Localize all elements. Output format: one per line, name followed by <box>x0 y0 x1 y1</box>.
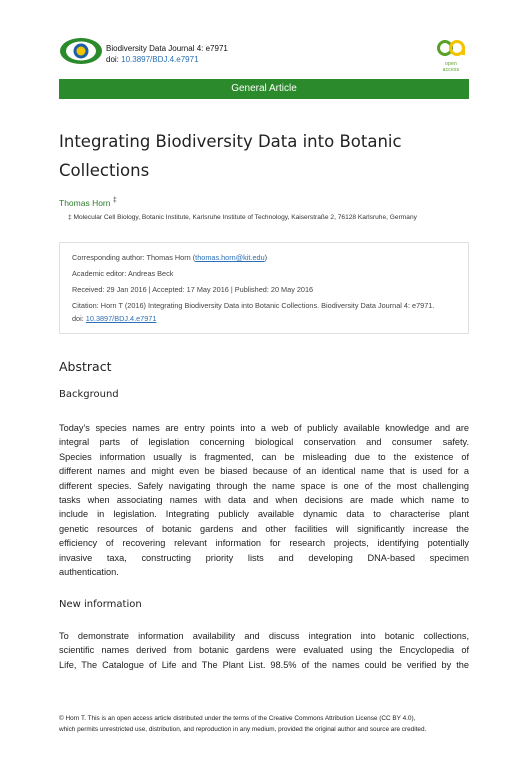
license-line: which permits unrestricted use, distribution, and reproduction in any medium, provided the original author and source are credited. <box>59 726 427 733</box>
text-line: Today's species names are entry points into a web of publicly available knowledge and are <box>59 423 469 433</box>
text-line: different names and might even be biased because of an identical name that is used for a <box>59 466 469 477</box>
open-access-label: open access <box>442 61 460 73</box>
corresponding-email-link[interactable]: thomas.horn@kit.edu <box>195 253 265 262</box>
background-paragraph <box>59 421 469 579</box>
text-line: different species. Safely navigating through the name space is one of the most challenging <box>59 480 469 491</box>
citation-doi <box>72 314 156 323</box>
article-dates: Received: 29 Jan 2016 | Accepted: 17 May 2016 | Published: 20 May 2016 <box>72 285 314 294</box>
new-information-paragraph <box>59 629 469 672</box>
text-line: scientific names derived from botanic gardens were evaluated using the Encyclopedia of <box>59 645 469 656</box>
journal-doi-link[interactable]: 10.3897/BDJ.4.e7971 <box>121 55 199 64</box>
corresponding-close: ) <box>264 253 268 262</box>
license-line: © Horn T. This is an open access article distributed under the terms of the Creative Commons Attribution License (CC BY 4.0), <box>59 715 416 722</box>
text-line: tasks when associating names with data and when decisions are made which name to <box>59 495 469 506</box>
citation-doi-link[interactable]: 10.3897/BDJ.4.e7971 <box>85 314 157 323</box>
corresponding-label: Corresponding author: Thomas Horn ( <box>72 253 196 262</box>
title-line: Collections <box>59 161 150 180</box>
open-access-logo <box>436 38 466 73</box>
citation: Citation: Horn T (2016) Integrating Biodiversity Data into Botanic Collections. Biodiversity Data Journal 4: e7971. <box>72 301 435 310</box>
text-line: integral parts of legislation concerning biological conservation and consumer safety. <box>59 437 469 448</box>
new-information-heading: New information <box>59 599 142 610</box>
journal-name: Biodiversity Data Journal 4: e7971 <box>106 44 228 53</box>
text-line: authentication. <box>59 567 119 578</box>
affiliation: ‡ Molecular Cell Biology, Botanic Institute, Karlsruhe Institute of Technology, Kaiserstraße 2, 76128 Karlsruhe, Germany <box>68 214 417 221</box>
corresponding-author <box>72 253 267 262</box>
citation-doi-label: doi: <box>72 314 86 323</box>
license-footer <box>59 713 479 735</box>
academic-editor: Academic editor: Andreas Beck <box>72 269 174 278</box>
text-line: To demonstrate information availability and discuss integration into botanic collections, <box>59 631 469 641</box>
text-line: Life, The Catalogue of Life and The Plant List. 98.5% of the names could be verified by the <box>59 659 469 670</box>
text-line: invasive taxa, constructing priority lists and developing DNA-based specimen <box>59 552 469 563</box>
article-type-banner: General Article <box>59 79 469 99</box>
journal-info <box>106 43 228 65</box>
text-line: Species information usually is fragmented, can be misleading due to the existence of <box>59 451 469 462</box>
author-name[interactable]: Thomas Horn <box>59 197 111 208</box>
doi-label: doi: <box>106 55 122 64</box>
author[interactable] <box>59 197 117 208</box>
journal-logo <box>59 36 103 66</box>
title-line: Integrating Biodiversity Data into Botanic <box>59 132 402 151</box>
text-line: genetic resources of botanic gardens and other facilities will significantly increase the <box>59 523 469 534</box>
abstract-heading: Abstract <box>59 359 112 374</box>
article-title <box>59 127 479 185</box>
affiliation-mark: ‡ <box>112 197 117 204</box>
text-line: efficiency of recovering relevant information for research projects, identifying potentially <box>59 538 469 549</box>
text-line: include in legislation. Integrating publicly available dynamic data to characterise plant <box>59 509 469 520</box>
journal-doi-line <box>106 54 228 65</box>
article-info-box <box>59 242 469 334</box>
background-heading: Background <box>59 389 119 400</box>
